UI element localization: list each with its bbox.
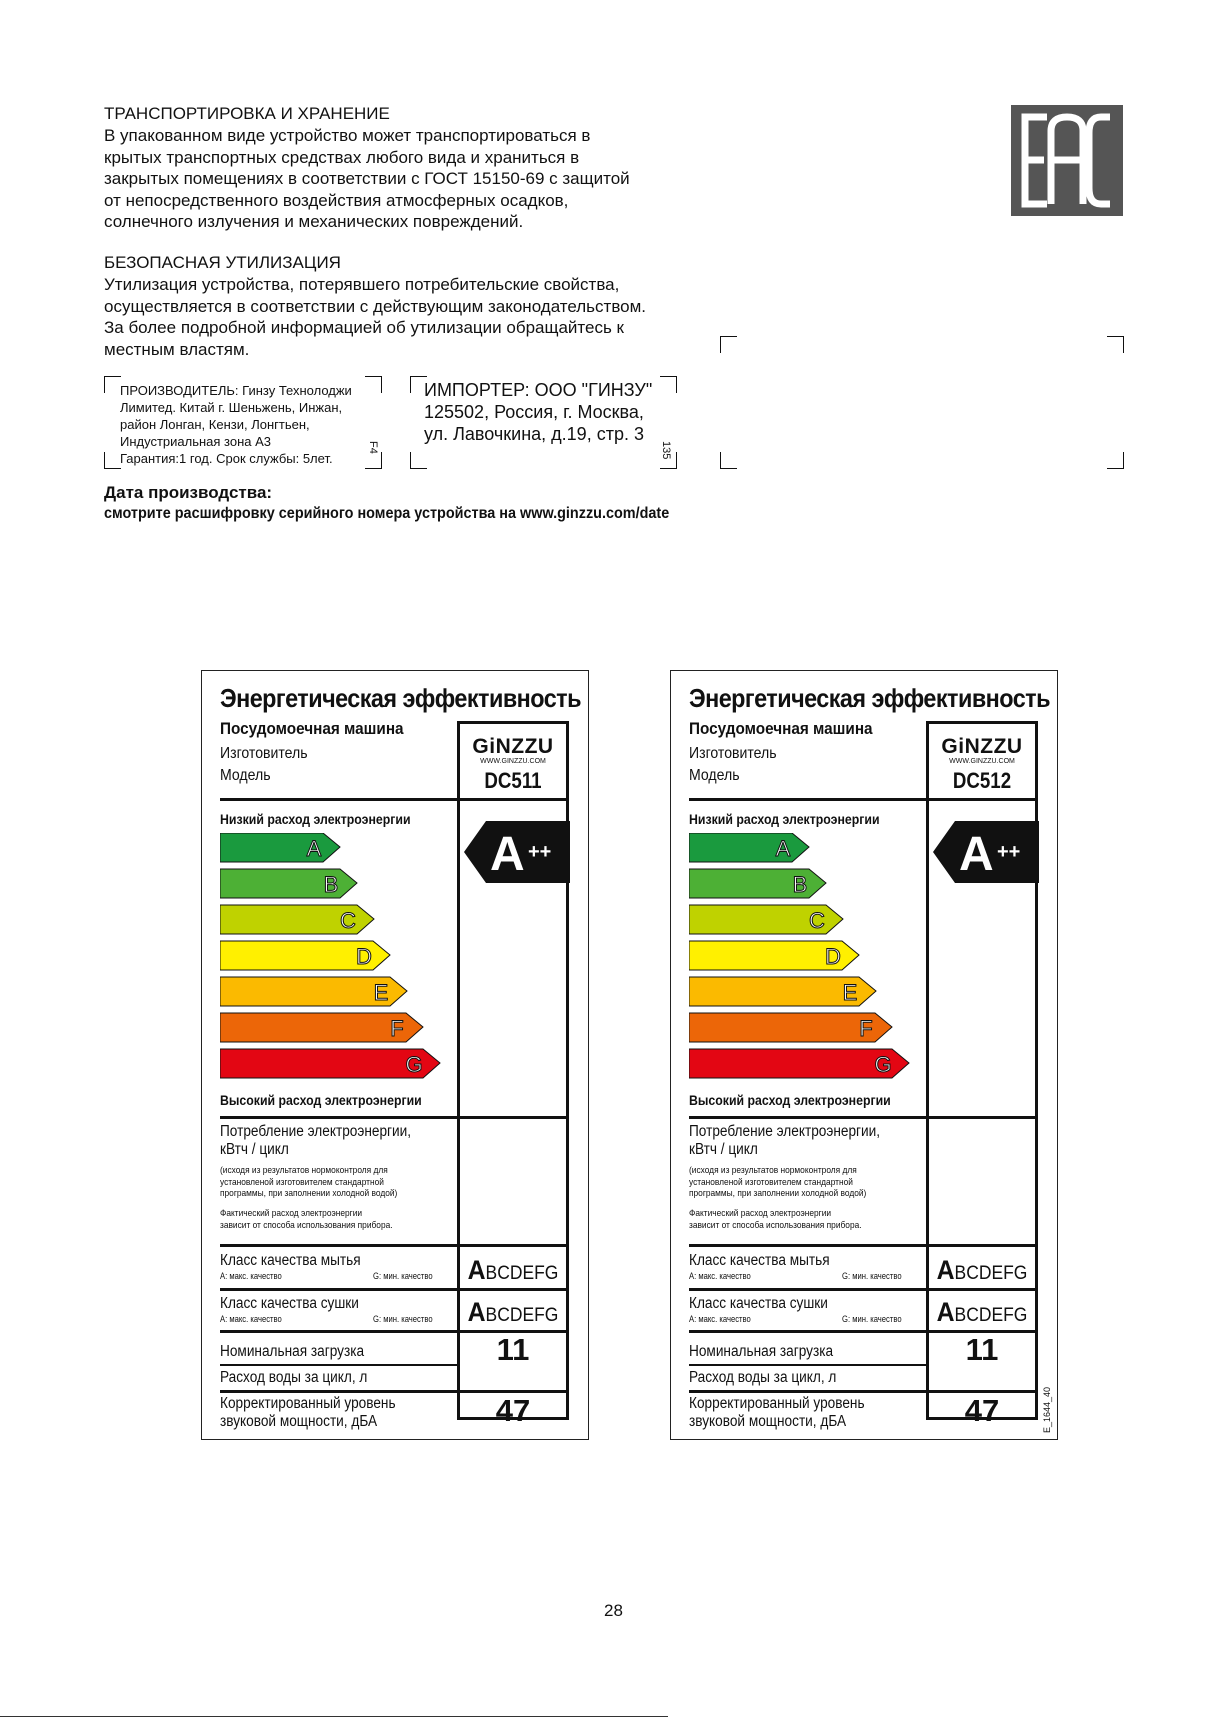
energy-class-bar-e	[220, 977, 407, 1006]
transport-line: крытых транспортных средствах любого вида и храниться в	[104, 147, 580, 167]
noise-line: звуковой мощности, дБА	[689, 1413, 847, 1430]
disposal-line: Утилизация устройства, потерявшего потребительские свойства,	[104, 275, 620, 294]
energy-class-letter: D	[825, 944, 841, 969]
noise-line: Корректированный уровень	[220, 1395, 396, 1412]
dry-class-value	[464, 1297, 562, 1328]
date-text: смотрите расшифровку серийного номера устройства на www.ginzzu.com/date	[104, 505, 670, 522]
energy-class-letter: B	[792, 872, 808, 897]
wash-class-first: A	[936, 1255, 955, 1285]
energy-class-bar-f	[220, 1013, 423, 1042]
disposal-text	[104, 274, 646, 360]
model-number: DC511	[484, 768, 542, 793]
consumption-line: кВтч / цикл	[220, 1141, 289, 1158]
frame-corner	[1107, 336, 1124, 353]
model-label: Модель	[689, 767, 740, 784]
energy-label	[670, 670, 1058, 1440]
note-line: установленой изготовителем стандартной	[220, 1176, 384, 1188]
divider	[689, 1288, 1038, 1291]
energy-class-letter: F	[390, 1016, 404, 1041]
wash-class-first: A	[467, 1255, 486, 1285]
energy-rating: A	[490, 828, 525, 881]
consumption-note	[220, 1165, 397, 1200]
energy-rating-suffix: ++	[528, 841, 552, 863]
a-max-note: A: макс. качество	[689, 1314, 751, 1324]
consumption-note-2	[689, 1208, 862, 1231]
g-min-note: G: мин. качество	[842, 1271, 902, 1281]
disposal-line: осуществляется в соответствии с действующим законодательством.	[104, 296, 647, 316]
frame-corner	[660, 376, 677, 393]
water-label: Расход воды за цикл, л	[689, 1369, 837, 1386]
load-label: Номинальная загрузка	[689, 1343, 834, 1360]
a-max-note: A: макс. качество	[220, 1271, 282, 1281]
noise-label	[689, 1395, 865, 1431]
energy-label	[201, 670, 589, 1440]
dry-class-first: A	[936, 1297, 955, 1327]
eac-logo	[1011, 105, 1123, 216]
importer-info	[424, 379, 654, 445]
manufacturer-label: Изготовитель	[220, 745, 308, 762]
energy-class-bar-a	[220, 833, 340, 862]
frame-corner	[720, 452, 737, 469]
energy-class-letter: C	[809, 908, 825, 933]
noise-value: 47	[964, 1393, 1000, 1428]
energy-class-bar-c	[220, 905, 374, 934]
energy-rating-arrow	[464, 821, 570, 883]
load-label: Номинальная загрузка	[220, 1343, 365, 1360]
energy-class-bar-f	[689, 1013, 892, 1042]
note-line: программы, при заполнении холодной водой)	[689, 1188, 867, 1199]
manufacturer-label: Изготовитель	[689, 745, 777, 762]
dry-class-value	[933, 1297, 1031, 1328]
brand-site: WWW.GINZZU.COM	[949, 758, 1015, 765]
manufacturer-line: Индустриальная зона А3	[120, 434, 272, 449]
wash-class-rest: BCDEFG	[954, 1263, 1028, 1284]
energy-class-scale	[220, 833, 460, 1093]
consumption-label	[220, 1123, 411, 1159]
transport-text	[104, 125, 630, 233]
energy-class-letter: F	[859, 1016, 873, 1041]
wash-class-label: Класс качества мытья	[220, 1252, 361, 1269]
model-label: Модель	[220, 767, 271, 784]
note-line: зависит от способа использования прибора.	[689, 1219, 862, 1231]
transport-line: В упакованном виде устройство может транспортироваться в	[104, 126, 591, 145]
g-min-note: G: мин. качество	[373, 1271, 433, 1281]
note-line: (исходя из результатов нормоконтроля для	[689, 1165, 857, 1176]
brand-site: WWW.GINZZU.COM	[480, 758, 546, 765]
brand-logo: GiNZZU	[472, 735, 554, 758]
page-number: 28	[604, 1601, 623, 1620]
divider	[689, 798, 1038, 801]
energy-class-letter: E	[373, 980, 389, 1005]
wash-class-value	[464, 1255, 562, 1286]
low-consumption-label: Низкий расход электроэнергии	[689, 811, 880, 827]
frame-corner	[720, 336, 737, 353]
disposal-title: БЕЗОПАСНАЯ УТИЛИЗАЦИЯ	[104, 253, 341, 272]
energy-rating-arrow	[933, 821, 1039, 883]
date-title: Дата производства:	[104, 483, 273, 502]
energy-class-bar-b	[689, 869, 826, 898]
a-max-note: A: макс. качество	[689, 1271, 751, 1281]
load-value: 11	[496, 1332, 530, 1367]
high-consumption-label: Высокий расход электроэнергии	[220, 1092, 422, 1108]
noise-label	[220, 1395, 396, 1431]
note-line: программы, при заполнении холодной водой)	[220, 1188, 398, 1199]
g-min-note: G: мин. качество	[373, 1314, 433, 1324]
energy-class-letter: A	[306, 836, 322, 861]
energy-class-letter: C	[340, 908, 356, 933]
wash-class-value	[933, 1255, 1031, 1286]
appliance-type: Посудомоечная машина	[689, 719, 873, 738]
divider	[220, 1288, 569, 1291]
g-min-note: G: мин. качество	[842, 1314, 902, 1324]
manufacturer-line: район Лонган, Кензи, Лонгтьен,	[120, 417, 310, 432]
energy-class-letter: D	[356, 944, 372, 969]
label-title: Энергетическая эффективность	[689, 683, 1050, 713]
energy-class-letter: G	[874, 1052, 892, 1077]
wash-class-label: Класс качества мытья	[689, 1252, 830, 1269]
energy-class-bar-e	[689, 977, 876, 1006]
energy-class-letter: B	[323, 872, 339, 897]
noise-line: Корректированный уровень	[689, 1395, 865, 1412]
brand-logo: GiNZZU	[941, 735, 1023, 758]
dry-class-label: Класс качества сушки	[689, 1295, 828, 1312]
importer-line: ИМПОРТЕР: ООО "ГИНЗУ"	[424, 380, 653, 400]
energy-class-bar-g	[689, 1049, 909, 1078]
note-line: Фактический расход электроэнергии	[689, 1208, 832, 1219]
note-line: зависит от способа использования прибора.	[220, 1219, 393, 1231]
frame-corner	[104, 452, 121, 469]
energy-class-letter: G	[405, 1052, 423, 1077]
dry-class-rest: BCDEFG	[954, 1305, 1028, 1326]
manufacturer-line: Гарантия:1 год. Срок службы: 5лет.	[120, 451, 333, 466]
energy-class-scale	[689, 833, 929, 1093]
frame-corner	[104, 376, 121, 393]
consumption-line: Потребление электроэнергии,	[220, 1123, 412, 1140]
load-value: 11	[965, 1332, 999, 1367]
label-code: E_1644_40	[1042, 1386, 1052, 1433]
transport-line: от непосредственного воздействия атмосферных осадков,	[104, 190, 569, 210]
noise-line: звуковой мощности, дБА	[220, 1413, 378, 1430]
wash-class-rest: BCDEFG	[485, 1263, 559, 1284]
manufacturer-line: ПРОИЗВОДИТЕЛЬ: Гинзу Технолоджи	[120, 383, 352, 398]
manufacturer-info	[120, 382, 370, 467]
energy-class-bar-a	[689, 833, 809, 862]
divider	[689, 1116, 1038, 1119]
divider	[220, 1364, 459, 1366]
dry-class-rest: BCDEFG	[485, 1305, 559, 1326]
energy-class-letter: A	[775, 836, 791, 861]
divider	[220, 1244, 569, 1247]
frame-corner	[1107, 452, 1124, 469]
consumption-note	[689, 1165, 866, 1200]
a-max-note: A: макс. качество	[220, 1314, 282, 1324]
transport-line: закрытых помещениях в соответствии с ГОСТ 15150-69 с защитой	[104, 169, 630, 188]
label-title: Энергетическая эффективность	[220, 683, 581, 713]
divider	[220, 798, 569, 801]
divider	[220, 1116, 569, 1119]
frame-corner	[410, 452, 427, 469]
energy-class-letter: E	[842, 980, 858, 1005]
energy-class-bar-g	[220, 1049, 440, 1078]
note-line: Фактический расход электроэнергии	[220, 1208, 363, 1219]
manufacturer-code: F4	[367, 441, 379, 454]
importer-code: 135	[660, 441, 672, 460]
noise-value: 47	[495, 1393, 531, 1428]
consumption-line: Потребление электроэнергии,	[689, 1123, 881, 1140]
disposal-line: За более подробной информацией об утилизации обращайтесь к	[104, 318, 624, 337]
energy-class-bar-d	[689, 941, 859, 970]
manufacturer-line: Лимитед. Китай г. Шеньжень, Инжан,	[120, 400, 343, 415]
water-label: Расход воды за цикл, л	[220, 1369, 368, 1386]
energy-rating: A	[959, 828, 994, 881]
consumption-label	[689, 1123, 880, 1159]
note-line: (исходя из результатов нормоконтроля для	[220, 1165, 388, 1176]
consumption-line: кВтч / цикл	[689, 1141, 758, 1158]
transport-line: солнечного излучения и механических повреждений.	[104, 212, 524, 231]
low-consumption-label: Низкий расход электроэнергии	[220, 811, 411, 827]
high-consumption-label: Высокий расход электроэнергии	[689, 1092, 891, 1108]
note-line: установленой изготовителем стандартной	[689, 1176, 853, 1188]
energy-class-bar-b	[220, 869, 357, 898]
divider	[689, 1364, 928, 1366]
divider	[689, 1244, 1038, 1247]
energy-class-bar-c	[689, 905, 843, 934]
disposal-line: местным властям.	[104, 339, 250, 359]
appliance-type: Посудомоечная машина	[220, 719, 404, 738]
consumption-note-2	[220, 1208, 393, 1231]
energy-rating-suffix: ++	[997, 841, 1021, 863]
energy-class-bar-d	[220, 941, 390, 970]
model-number: DC512	[952, 768, 1012, 793]
importer-line: 125502, Россия, г. Москва,	[424, 402, 644, 422]
dry-class-label: Класс качества сушки	[220, 1295, 359, 1312]
dry-class-first: A	[467, 1297, 486, 1327]
footer-line	[0, 1716, 668, 1717]
transport-title: ТРАНСПОРТИРОВКА И ХРАНЕНИЕ	[104, 104, 390, 123]
importer-line: ул. Лавочкина, д.19, стр. 3	[424, 424, 644, 444]
